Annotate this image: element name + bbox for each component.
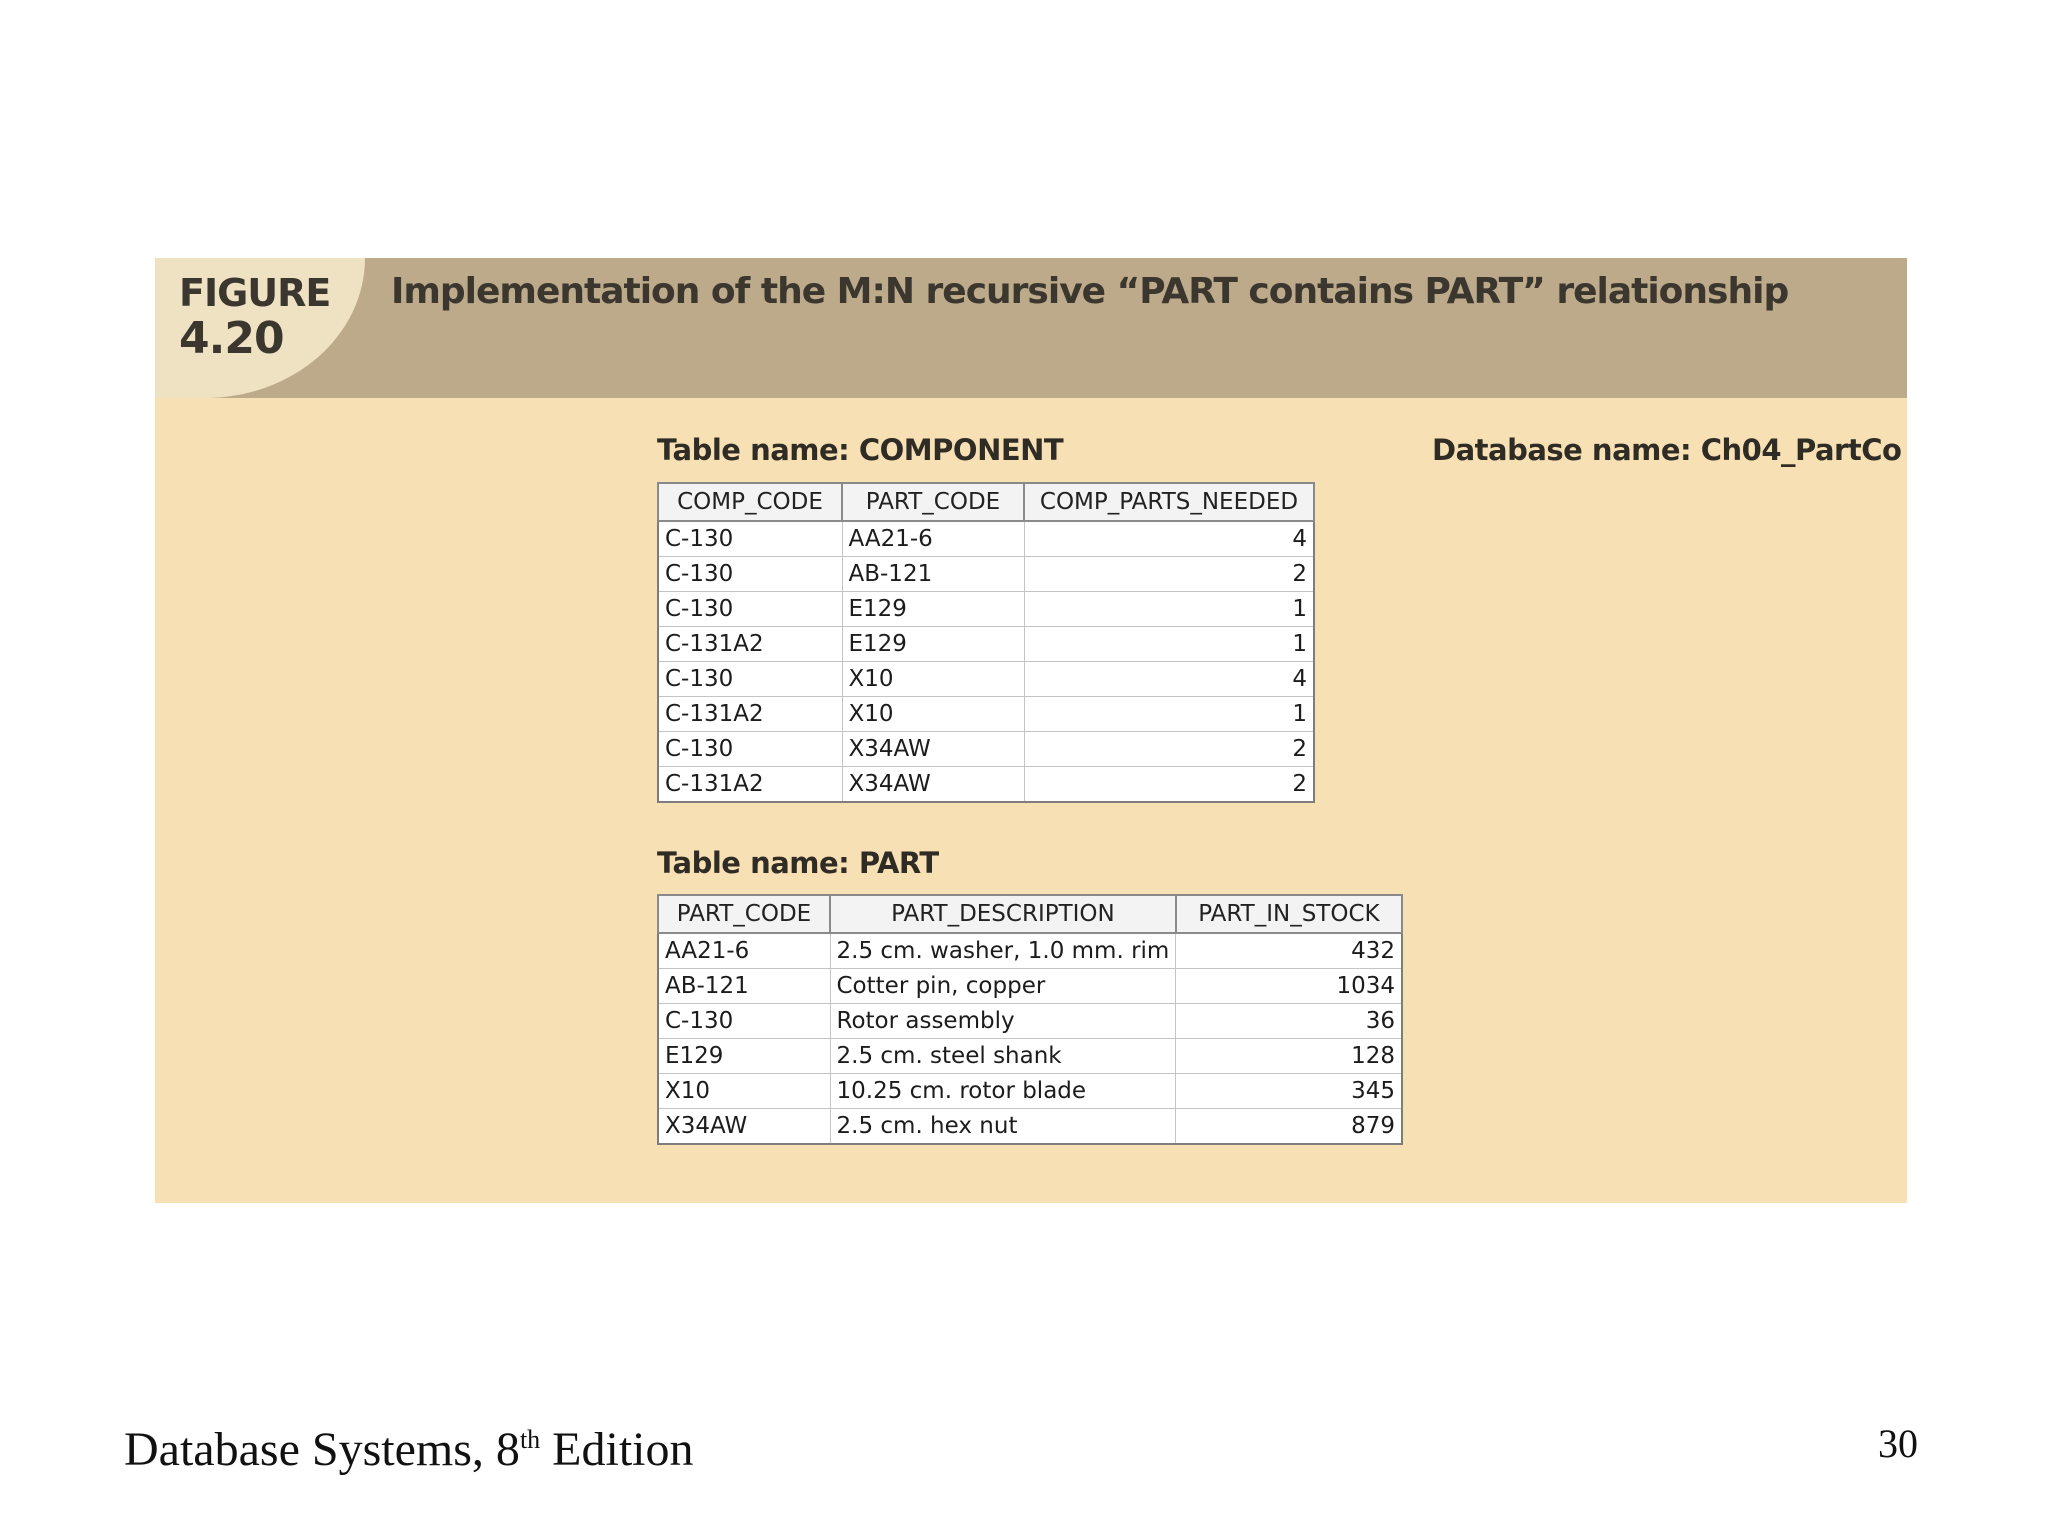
table-cell: C-130: [658, 662, 842, 697]
table-cell: 1: [1024, 697, 1314, 732]
table-cell: Cotter pin, copper: [830, 969, 1176, 1004]
figure-word: FIGURE: [179, 271, 331, 315]
table-row: [658, 969, 1402, 1004]
table-cell: C-130: [658, 521, 842, 557]
table-row: [658, 627, 1314, 662]
table-row: [658, 767, 1314, 803]
component-table: [657, 482, 1315, 803]
table-cell: X10: [658, 1074, 830, 1109]
table-row: [658, 557, 1314, 592]
table-cell: 879: [1176, 1109, 1402, 1145]
figure-label: [179, 270, 330, 362]
figure-header: [155, 258, 1907, 398]
table-cell: 345: [1176, 1074, 1402, 1109]
book-title-superscript: th: [519, 1425, 541, 1454]
table-cell: C-130: [658, 1004, 830, 1039]
book-title-prefix: Database Systems, 8: [124, 1423, 520, 1476]
footer-book-title: [124, 1422, 694, 1477]
table-row: [658, 1039, 1402, 1074]
table-cell: X34AW: [842, 767, 1024, 803]
table-cell: 2.5 cm. washer, 1.0 mm. rim: [830, 933, 1176, 969]
component-table-caption: Table name: COMPONENT: [657, 433, 1064, 467]
table-row: [658, 732, 1314, 767]
table-row: [658, 697, 1314, 732]
part-table: [657, 894, 1403, 1145]
table-cell: X10: [842, 662, 1024, 697]
table-cell: 10.25 cm. rotor blade: [830, 1074, 1176, 1109]
table-row: [658, 1109, 1402, 1145]
figure-title: Implementation of the M:N recursive “PART contains PART” relationship: [391, 271, 1789, 312]
table-row: [658, 1074, 1402, 1109]
table-cell: 432: [1176, 933, 1402, 969]
table-cell: 1034: [1176, 969, 1402, 1004]
table-cell: 2: [1024, 557, 1314, 592]
column-header: PART_DESCRIPTION: [830, 895, 1176, 933]
table-row: [658, 592, 1314, 627]
table-row: [658, 933, 1402, 969]
table-cell: 2: [1024, 767, 1314, 803]
table-cell: E129: [842, 592, 1024, 627]
table-cell: X10: [842, 697, 1024, 732]
table-cell: AB-121: [842, 557, 1024, 592]
figure-panel: [155, 258, 1907, 1203]
table-cell: 2: [1024, 732, 1314, 767]
table-cell: 4: [1024, 662, 1314, 697]
table-cell: 128: [1176, 1039, 1402, 1074]
table-cell: AA21-6: [842, 521, 1024, 557]
table-cell: C-130: [658, 592, 842, 627]
table-cell: C-130: [658, 557, 842, 592]
part-table-caption: Table name: PART: [657, 846, 939, 880]
table-cell: E129: [658, 1039, 830, 1074]
column-header: PART_CODE: [658, 895, 830, 933]
table-cell: C-130: [658, 732, 842, 767]
table-cell: 1: [1024, 592, 1314, 627]
table-cell: C-131A2: [658, 697, 842, 732]
table-cell: AB-121: [658, 969, 830, 1004]
column-header: COMP_CODE: [658, 483, 842, 521]
table-cell: 36: [1176, 1004, 1402, 1039]
page-number: 30: [1878, 1421, 1918, 1466]
table-cell: C-131A2: [658, 627, 842, 662]
figure-number: 4.20: [179, 313, 284, 364]
column-header: COMP_PARTS_NEEDED: [1024, 483, 1314, 521]
table-cell: 2.5 cm. steel shank: [830, 1039, 1176, 1074]
table-cell: 1: [1024, 627, 1314, 662]
component-header-row: [658, 483, 1314, 521]
table-cell: AA21-6: [658, 933, 830, 969]
table-cell: X34AW: [658, 1109, 830, 1145]
table-row: [658, 1004, 1402, 1039]
table-row: [658, 662, 1314, 697]
book-title-suffix: Edition: [540, 1423, 694, 1476]
table-cell: E129: [842, 627, 1024, 662]
column-header: PART_CODE: [842, 483, 1024, 521]
part-header-row: [658, 895, 1402, 933]
database-name-caption: Database name: Ch04_PartCo: [1432, 433, 1902, 467]
table-cell: X34AW: [842, 732, 1024, 767]
table-row: [658, 521, 1314, 557]
table-cell: Rotor assembly: [830, 1004, 1176, 1039]
column-header: PART_IN_STOCK: [1176, 895, 1402, 933]
table-cell: C-131A2: [658, 767, 842, 803]
table-cell: 2.5 cm. hex nut: [830, 1109, 1176, 1145]
table-cell: 4: [1024, 521, 1314, 557]
